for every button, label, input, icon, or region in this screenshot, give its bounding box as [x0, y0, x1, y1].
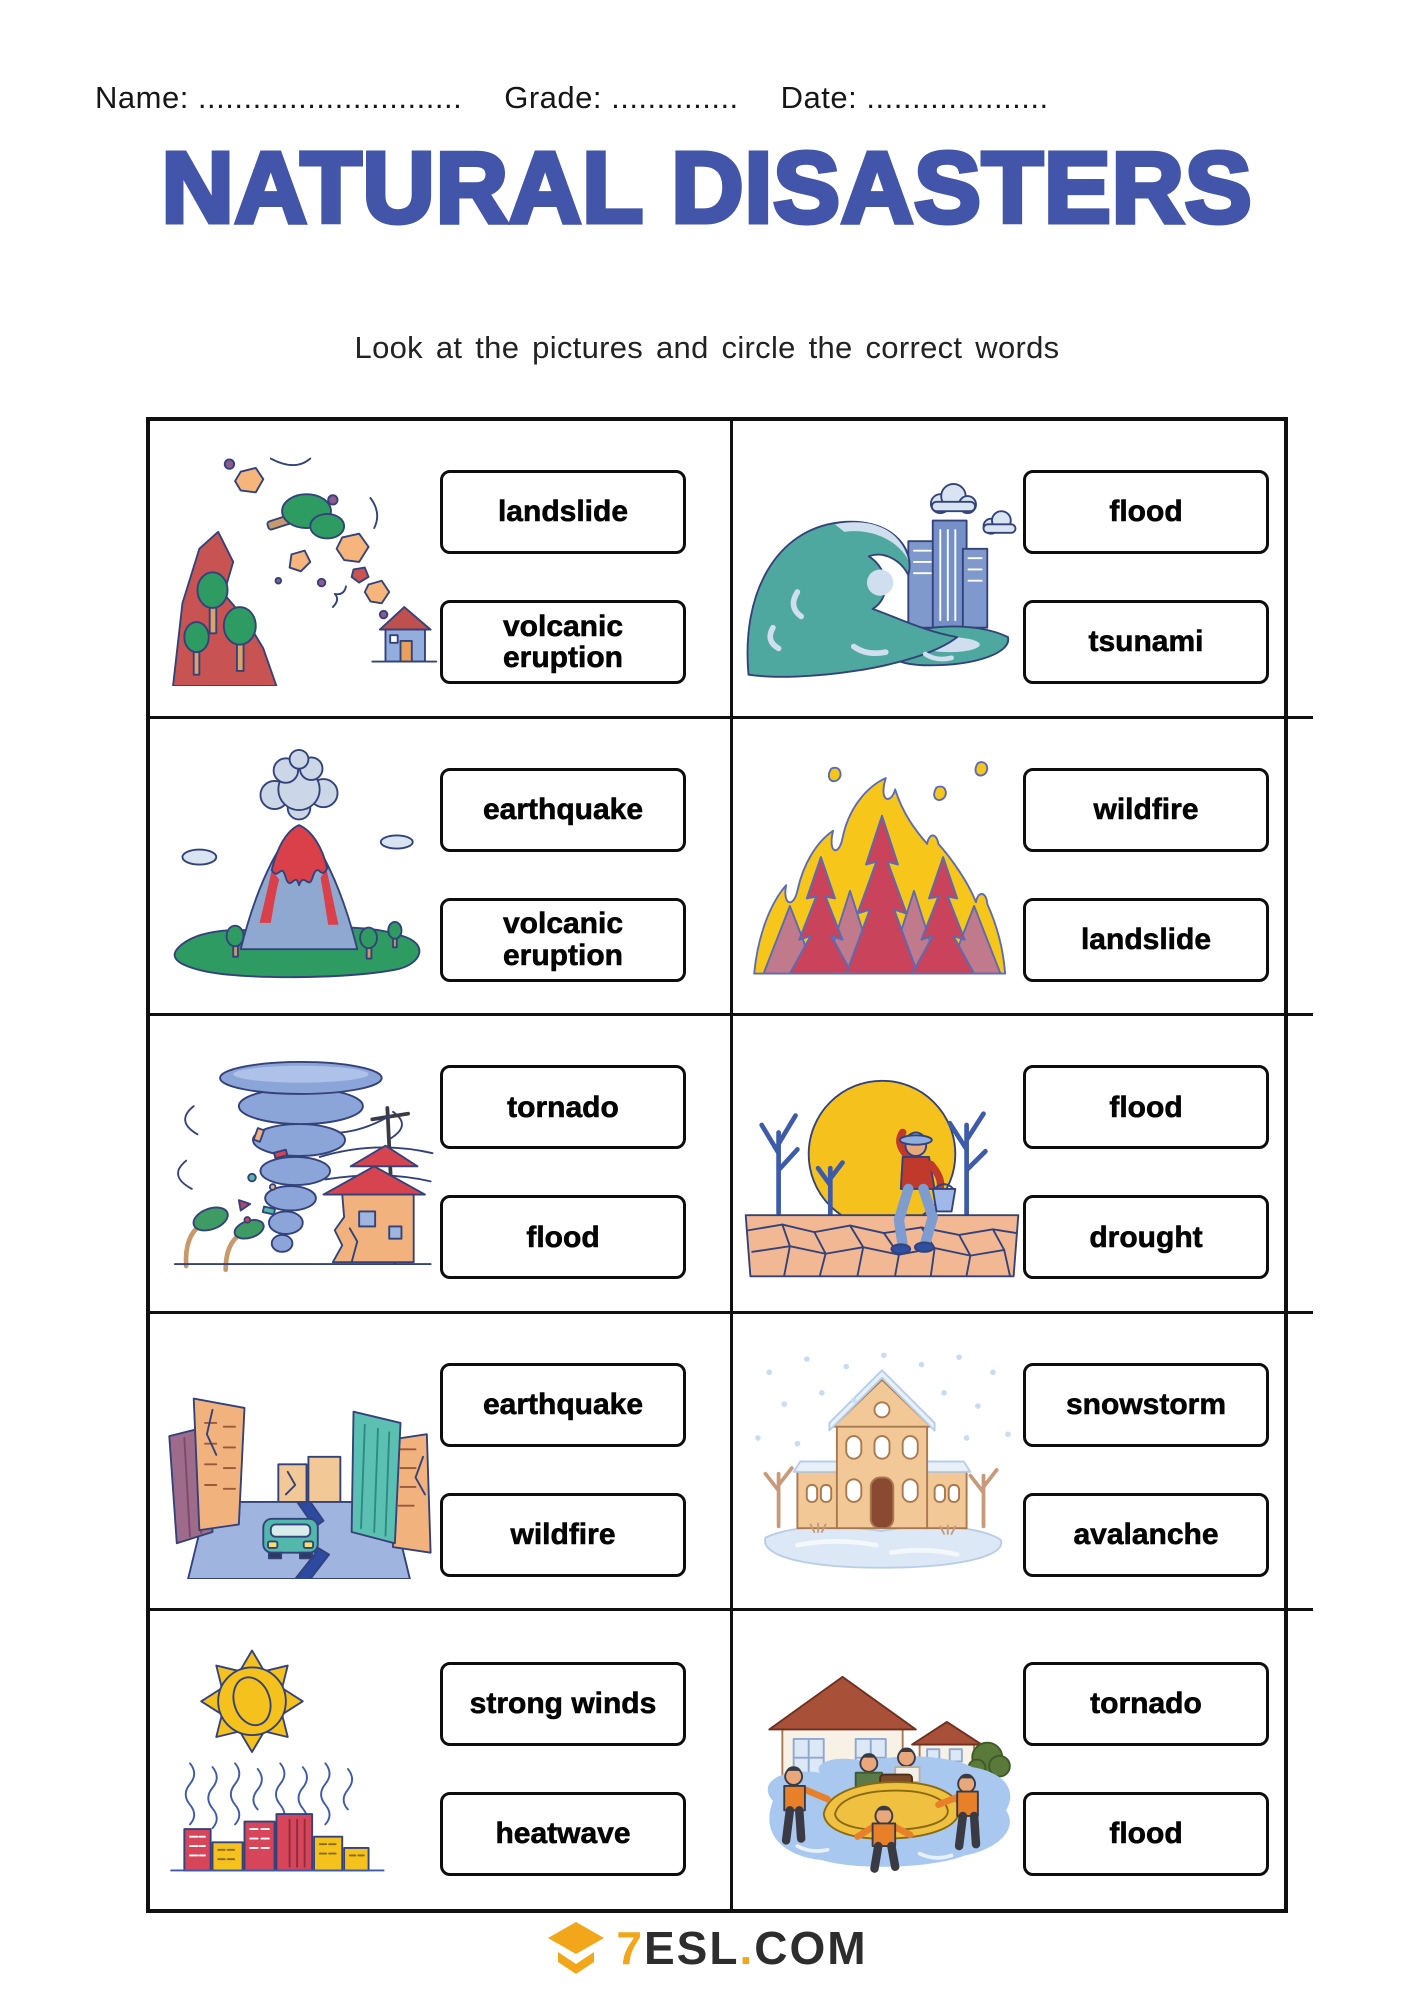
option-label: snowstorm: [1065, 1388, 1227, 1422]
option-avalanche[interactable]: [1023, 1493, 1269, 1577]
logo-seven: 7: [616, 1922, 644, 1974]
option-earthquake[interactable]: [440, 1363, 686, 1447]
option-heatwave[interactable]: [440, 1792, 686, 1876]
option-strong-winds[interactable]: [440, 1662, 686, 1746]
option-flood[interactable]: [1023, 470, 1269, 554]
option-flood[interactable]: [1023, 1065, 1269, 1149]
option-label: tornado: [507, 1090, 619, 1124]
option-volcanic-eruption[interactable]: [440, 600, 686, 684]
option-flood[interactable]: [1023, 1792, 1269, 1876]
option-landslide[interactable]: [440, 470, 686, 554]
name-field: Name: .............................: [95, 80, 463, 115]
option-wildfire[interactable]: [440, 1493, 686, 1577]
snowstorm-illustration: [733, 1344, 1023, 1579]
page-title: NATURAL DISASTERS: [161, 132, 1253, 244]
tornado-illustration: [150, 1046, 440, 1281]
cell-tornado: [150, 1016, 733, 1314]
option-tornado[interactable]: [440, 1065, 686, 1149]
worksheet-grid: [146, 417, 1288, 1913]
option-label: wildfire: [510, 1518, 616, 1552]
header-fields: [95, 80, 1049, 116]
option-label: wildfire: [1093, 792, 1199, 826]
option-label: earthquake: [482, 1388, 644, 1422]
logo-dot: .: [739, 1922, 755, 1974]
volcanic-eruption-illustration: [150, 748, 440, 983]
logo-com: COM: [754, 1922, 868, 1974]
cell-volcanic-eruption: [150, 719, 733, 1017]
option-label: landslide: [497, 495, 629, 529]
option-snowstorm[interactable]: [1023, 1363, 1269, 1447]
instructions: Look at the pictures and circle the correct words: [354, 330, 1060, 365]
option-tornado[interactable]: [1023, 1662, 1269, 1746]
option-label: flood: [1109, 495, 1183, 529]
option-tsunami[interactable]: [1023, 600, 1269, 684]
cell-heatwave: [150, 1611, 733, 1909]
graduation-cap-icon: [546, 1918, 606, 1978]
logo-text: [616, 1921, 867, 1975]
landslide-illustration: [150, 451, 440, 686]
option-wildfire[interactable]: [1023, 768, 1269, 852]
option-label: volcanic eruption: [502, 907, 624, 972]
cell-drought: [733, 1016, 1313, 1314]
earthquake-illustration: [150, 1344, 440, 1579]
option-label: tsunami: [1088, 625, 1204, 659]
option-earthquake[interactable]: [440, 768, 686, 852]
option-label: earthquake: [482, 792, 644, 826]
date-field: Date: ....................: [780, 80, 1049, 115]
option-label: volcanic eruption: [502, 609, 624, 675]
drought-illustration: [733, 1046, 1023, 1281]
cell-snowstorm: [733, 1314, 1313, 1612]
tsunami-illustration: [733, 451, 1023, 686]
option-label: flood: [1109, 1090, 1183, 1124]
option-drought[interactable]: [1023, 1195, 1269, 1279]
wildfire-illustration: [733, 748, 1023, 983]
option-flood[interactable]: [440, 1195, 686, 1279]
logo-esl: ESL: [644, 1922, 740, 1974]
option-label: avalanche: [1073, 1518, 1219, 1552]
cell-earthquake: [150, 1314, 733, 1612]
flood-illustration: [733, 1643, 1023, 1878]
option-label: heatwave: [495, 1817, 631, 1851]
option-label: drought: [1089, 1220, 1203, 1254]
cell-flood: [733, 1611, 1313, 1909]
option-volcanic-eruption[interactable]: [440, 898, 686, 982]
grade-field: Grade: ..............: [504, 80, 739, 115]
cell-tsunami: [733, 421, 1313, 719]
option-label: strong winds: [469, 1687, 657, 1721]
cell-wildfire: [733, 719, 1313, 1017]
option-label: landslide: [1080, 922, 1212, 956]
option-landslide[interactable]: [1023, 898, 1269, 982]
heatwave-illustration: [150, 1643, 440, 1878]
option-label: tornado: [1090, 1687, 1202, 1721]
option-label: flood: [1109, 1817, 1183, 1851]
cell-landslide: [150, 421, 733, 719]
esl-logo: [0, 1918, 1414, 1978]
option-label: flood: [526, 1220, 600, 1254]
